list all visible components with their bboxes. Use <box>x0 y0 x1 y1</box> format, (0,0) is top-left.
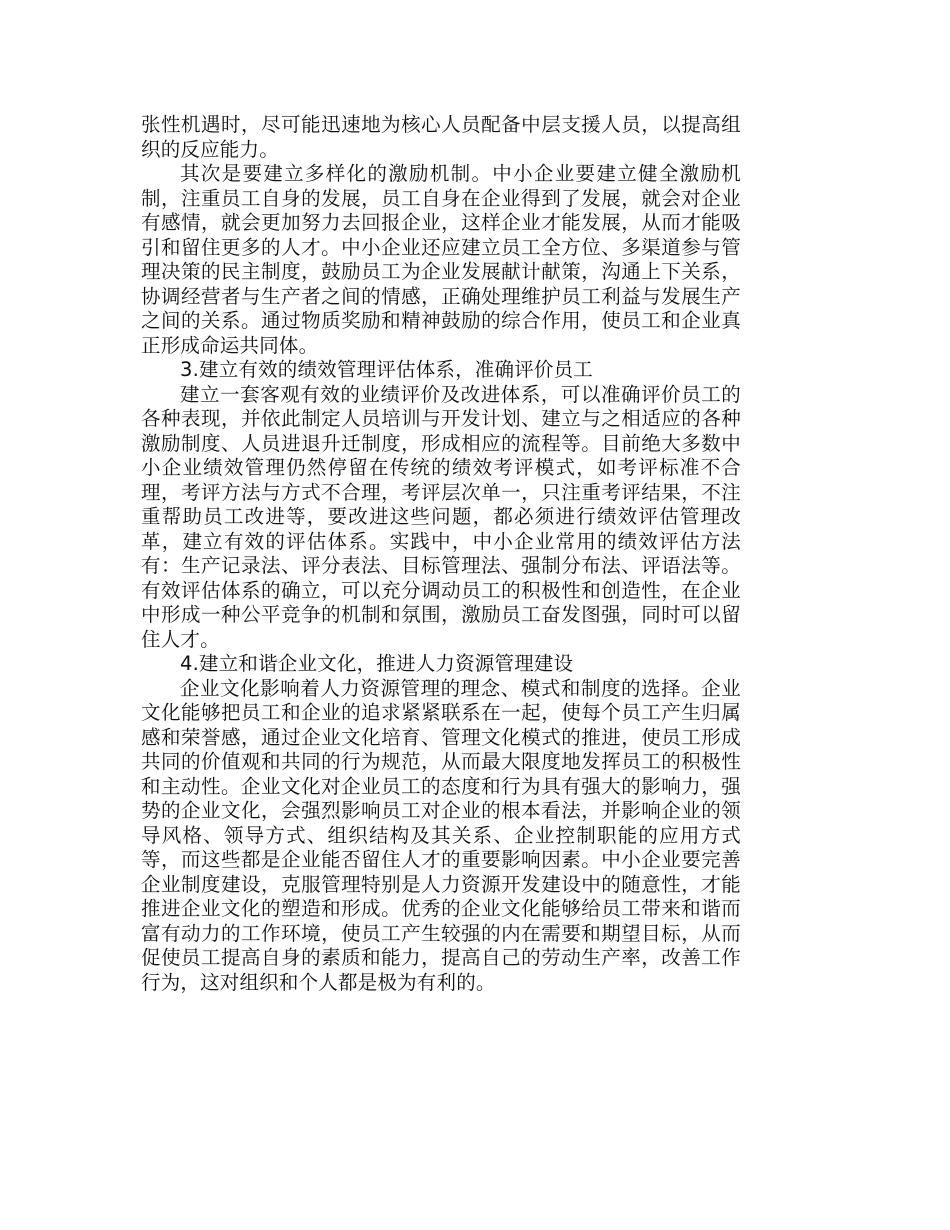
paragraph-continuation: 张性机遇时，尽可能迅速地为核心人员配备中层支援人员，以提高组织的反应能力。 <box>141 113 741 161</box>
section-heading-4: 4.建立和谐企业文化，推进人力资源管理建设 <box>180 652 574 675</box>
paragraph-corporate-culture: 企业文化影响着人力资源管理的理念、模式和制度的选择。企业文化能够把员工和企业的追求紧紧联系在一起，使每个员工产生归属感和荣誉感，通过企业文化培育、管理文化模式的推进，使员工形成共同的价值观和共同的行为规范，从而最大限度地发挥员工的积极性和主动性。企业文化对企业员工的态度和行为具有强大的影响力，强势的企业文化，会强烈影响员工对企业的根本看法，并影响企业的领导风格、领导方式、组织结构及其关系、企业控制职能的应用方式等，而这些都是企业能否留住人才的重要影响因素。中小企业要完善企业制度建设，克服管理特别是人力资源开发建设中的随意性，才能推进企业文化的塑造和形成。优秀的企业文化能够给员工带来和谐而富有动力的工作环境，使员工产生较强的内在需要和期望目标，从而促使员工提高自身的素质和能力，提高自己的劳动生产率，改善工作行为，这对组织和个人都是极为有利的。 <box>141 676 741 994</box>
document-page <box>141 113 741 995</box>
paragraph-incentive-mechanism: 其次是要建立多样化的激励机制。中小企业要建立健全激励机制，注重员工自身的发展，员工自身在企业得到了发展，就会对企业有感情，就会更加努力去回报企业，这样企业才能发展，从而才能吸引和留住更多的人才。中小企业还应建立员工全方位、多渠道参与管理决策的民主制度，鼓励员工为企业发展献计献策，沟通上下关系，协调经营者与生产者之间的情感，正确处理维护员工利益与发展生产之间的关系。通过物质奖励和精神鼓励的综合作用，使员工和企业真正形成命运共同体。 <box>141 162 741 357</box>
section-heading-3: 3.建立有效的绩效管理评估体系，准确评价员工 <box>180 358 594 381</box>
paragraph-performance-evaluation: 建立一套客观有效的业绩评价及改进体系，可以准确评价员工的各种表现，并依此制定人员培训与开发计划、建立与之相适应的各种激励制度、人员进退升迁制度，形成相应的流程等。目前绝大多数中小企业绩效管理仍然停留在传统的绩效考评模式，如考评标准不合理，考评方法与方式不合理，考评层次单一，只注重考评结果，不注重帮助员工改进等，要改进这些问题，都必须进行绩效评估管理改革，建立有效的评估体系。实践中，中小企业常用的绩效评估方法有：生产记录法、评分表法、目标管理法、强制分布法、评语法等。有效评估体系的确立，可以充分调动员工的积极性和创造性，在企业中形成一种公平竞争的机制和氛围，激励员工奋发图强，同时可以留住人才。 <box>141 382 741 651</box>
